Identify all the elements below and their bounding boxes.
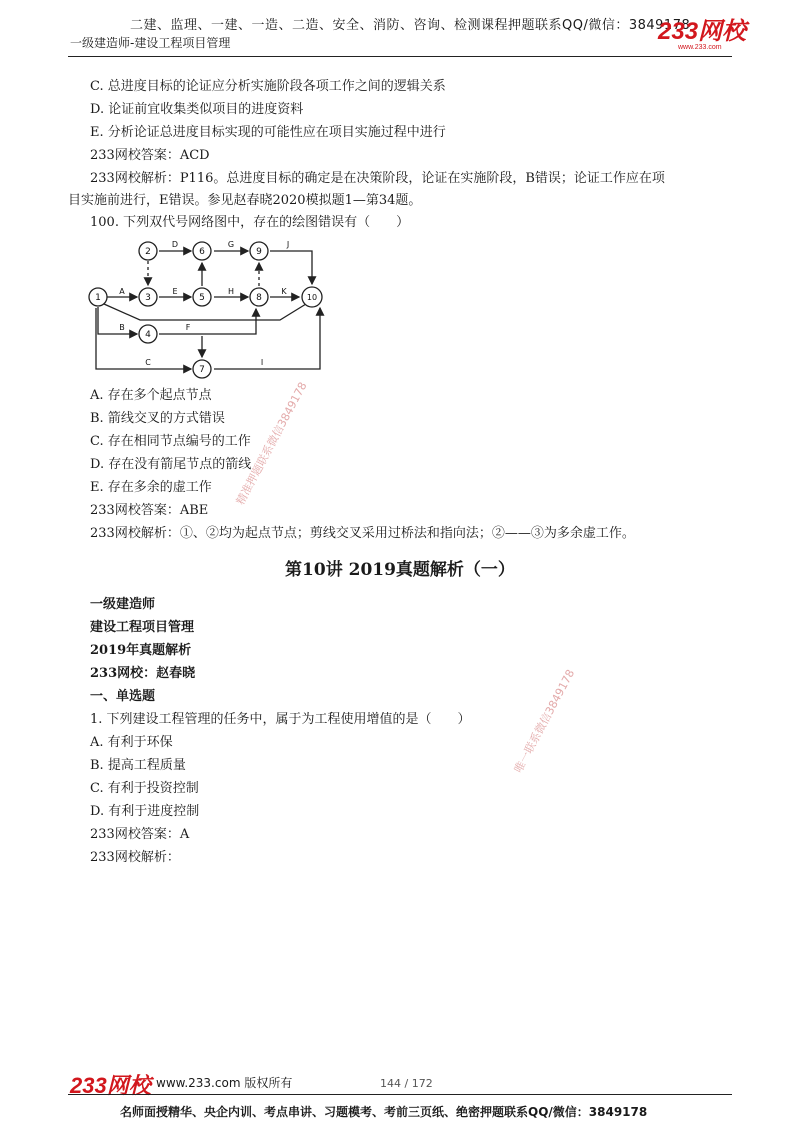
node-8: 8 [256,293,262,303]
edge-label-i: I [260,358,264,367]
edge-label-f: F [185,323,191,332]
q1-answer: 233网校答案：A [90,827,190,842]
node-2: 2 [145,247,151,257]
q100-option-d: D. 存在没有箭尾节点的箭线 [90,457,252,472]
edge-label-g: G [227,240,235,249]
edge-label-k: K [281,287,287,296]
lecture-line3: 2019年真题解析 [90,643,192,658]
lecture-section: 一、单选题 [90,689,156,704]
edge-label-a: A [119,287,125,296]
edge-label-d: D [171,240,179,249]
edge-label-e: E [172,287,178,296]
q99-analysis-line1: 233网校解析：P116。总进度目标的确定是在决策阶段，论证在实施阶段，B错误；论证工作应在项 [90,171,665,186]
edge-label-c: C [145,358,151,367]
q100-analysis: 233网校解析：①、②均为起点节点；剪线交叉采用过桥法和指向法；②——③为多余虚工作。 [90,526,635,541]
q100-option-e: E. 存在多余的虚工作 [90,480,212,495]
node-4: 4 [145,330,151,340]
q1-stem: 1. 下列建设工程管理的任务中，属于为工程使用增值的是（ ） [90,712,471,727]
footer-divider [68,1094,732,1095]
q99-option-d: D. 论证前宜收集类似项目的进度资料 [90,102,304,117]
page-number: 144 / 172 [380,1077,433,1090]
q1-analysis: 233网校解析： [90,850,180,865]
header-logo[interactable]: 233网校 [658,18,747,45]
q1-option-c: C. 有利于投资控制 [90,781,199,796]
node-5: 5 [199,293,205,303]
q100-stem: 100. 下列双代号网络图中，存在的绘图错误有（ ） [90,215,410,230]
header-divider [68,56,732,57]
node-1: 1 [95,293,101,303]
watermark-1: 精准押题联系微信3849178 [233,379,310,508]
q1-option-b: B. 提高工程质量 [90,758,186,773]
q1-option-d: D. 有利于进度控制 [90,804,200,819]
header-subtitle: 一级建造师-建设工程项目管理 [70,36,231,50]
edge-label-h: H [227,287,235,296]
node-3: 3 [145,293,151,303]
q99-option-c: C. 总进度目标的论证应分析实施阶段各项工作之间的逻辑关系 [90,79,446,94]
q100-option-b: B. 箭线交叉的方式错误 [90,411,225,426]
footer-site[interactable]: www.233.com 版权所有 [156,1076,293,1090]
q1-option-a: A. 有利于环保 [90,735,173,750]
node-7: 7 [199,365,205,375]
lecture-line2: 建设工程项目管理 [90,620,195,635]
lecture-line4: 233网校：赵春晓 [90,666,196,681]
q100-answer: 233网校答案：ABE [90,503,209,518]
footer-promo: 名师面授精华、央企内训、考点串讲、习题模考、考前三页纸、绝密押题联系QQ/微信：3849178 [120,1105,648,1119]
q99-analysis-line2: 目实施前进行，E错误。参见赵春晓2020模拟题1—第34题。 [68,193,422,208]
node-6: 6 [199,247,205,257]
q99-answer: 233网校答案：ACD [90,148,210,163]
lecture-title: 第10讲 2019真题解析（一） [285,560,515,580]
header-promo: 二建、监理、一建、一造、二造、安全、消防、咨询、检测课程押题联系QQ/微信：3849178 [130,18,691,33]
q100-option-c: C. 存在相同节点编号的工作 [90,434,251,449]
q99-option-e: E. 分析论证总进度目标实现的可能性应在项目实施过程中进行 [90,125,446,140]
watermark-2: 唯一联系微信3849178 [511,667,578,776]
lecture-line1: 一级建造师 [90,597,156,612]
q100-option-a: A. 存在多个起点节点 [90,388,212,403]
header-logo-url: www.233.com [678,44,722,51]
footer-logo[interactable]: 233网校 [70,1073,151,1098]
network-diagram [80,236,330,386]
node-10: 10 [306,293,318,302]
edge-label-j: J [286,240,290,249]
edge-label-b: B [119,323,125,332]
node-9: 9 [256,247,262,257]
